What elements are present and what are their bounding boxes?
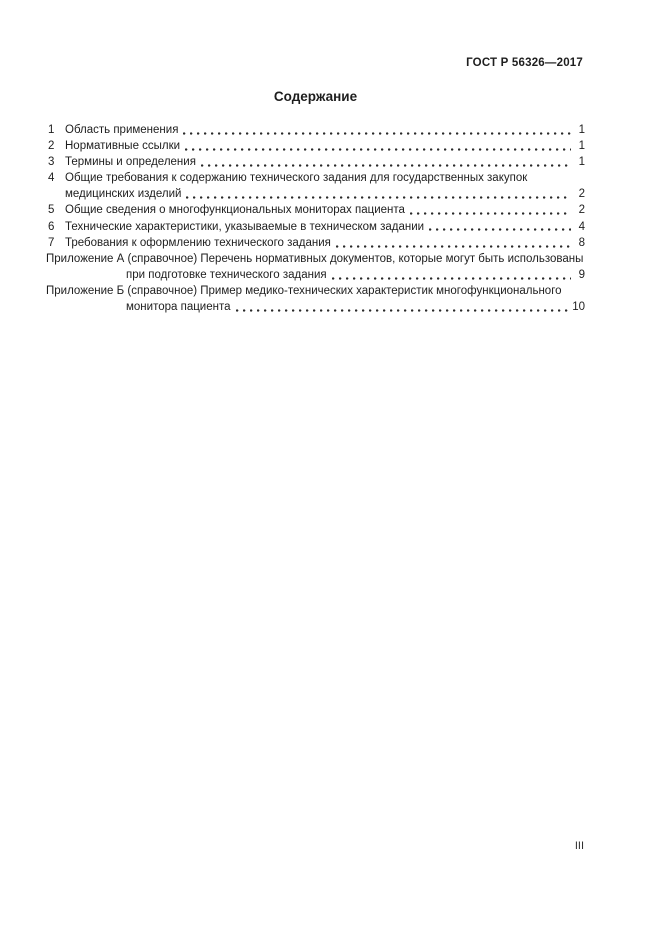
toc-entry (46, 283, 585, 299)
dot-leader (184, 186, 571, 202)
entry-page-number: 2 (578, 188, 585, 201)
entry-page-number: 9 (578, 268, 585, 281)
toc-entry-continuation (46, 267, 585, 283)
toc-entry (46, 219, 585, 235)
entry-text: Общие сведения о многофункциональных мониторах пациента (65, 204, 405, 217)
entry-number: 3 (48, 156, 55, 169)
entry-text: при подготовке технического задания (126, 268, 327, 281)
entry-page-number: 10 (572, 301, 585, 314)
dot-leader (181, 122, 571, 138)
entry-number: 1 (48, 124, 55, 136)
entry-text: медицинских изделий (65, 188, 182, 201)
dot-leader (183, 138, 571, 154)
toc-entry (46, 170, 585, 186)
page-title: Содержание (273, 89, 358, 104)
entry-text: Термины и определения (65, 156, 196, 169)
dot-leader (234, 299, 571, 315)
document-code-header: ГОСТ Р 56326—2017 (466, 57, 583, 69)
table-of-contents (46, 122, 585, 315)
entry-page-number: 2 (578, 204, 585, 217)
dot-leader (330, 267, 571, 283)
page-number: III (574, 840, 584, 852)
entry-page-number: 1 (578, 156, 585, 169)
entry-text: Технические характеристики, указываемые в техническом задании (65, 220, 425, 233)
entry-text: Область применения (65, 124, 179, 136)
entry-number: 2 (48, 140, 55, 153)
dot-leader (334, 235, 571, 251)
entry-page-number: 4 (578, 220, 585, 233)
entry-text: Приложение А (справочное) Перечень нормативных документов, которые могут быть использованы (46, 252, 584, 265)
entry-number: 6 (48, 220, 55, 233)
entry-number: 7 (48, 236, 55, 249)
entry-number: 4 (48, 172, 55, 185)
dot-leader (427, 219, 571, 235)
entry-text: Общие требования к содержанию технического задания для государственных закупок (65, 172, 528, 185)
toc-entry-continuation (46, 299, 585, 315)
dot-leader (408, 202, 571, 218)
toc-entry (46, 138, 585, 154)
entry-text: Требования к оформлению технического задания (65, 236, 331, 249)
toc-entry (46, 235, 585, 251)
toc-entry (46, 154, 585, 170)
toc-entry (46, 202, 585, 218)
entry-number: 5 (48, 204, 55, 217)
entry-page-number: 1 (578, 124, 585, 136)
toc-entry (46, 122, 585, 138)
dot-leader (199, 154, 571, 170)
entry-text: Приложение Б (справочное) Пример медико-технических характеристик многофункционального (46, 284, 562, 297)
toc-entry-continuation (46, 186, 585, 202)
toc-entry (46, 251, 585, 267)
entry-text: Нормативные ссылки (65, 140, 181, 153)
entry-text: монитора пациента (126, 301, 231, 314)
entry-page-number: 8 (578, 236, 585, 249)
entry-page-number: 1 (578, 140, 585, 153)
